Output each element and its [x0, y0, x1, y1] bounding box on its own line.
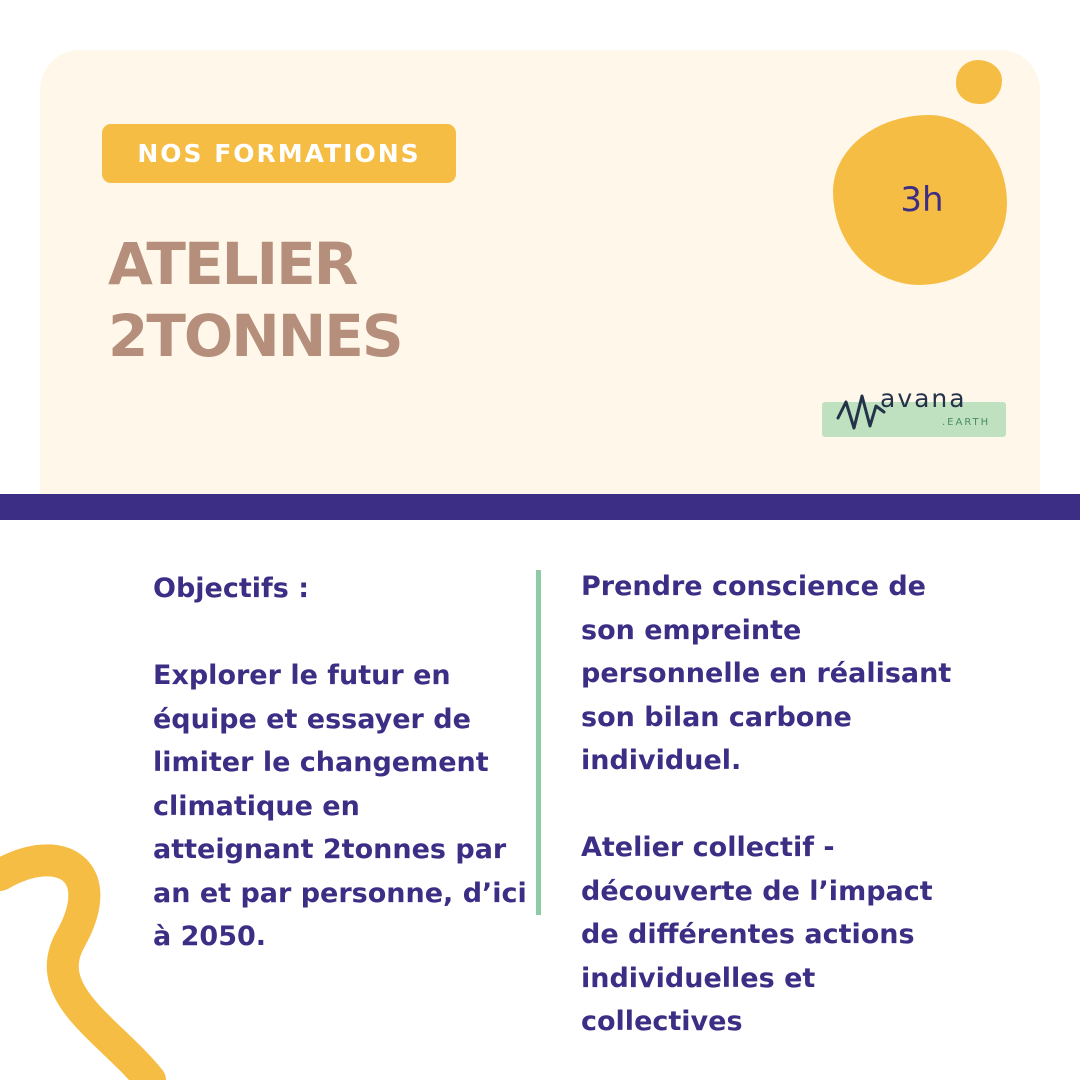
- duration-label: 3h: [900, 180, 944, 220]
- objectives-column: [153, 567, 528, 959]
- details-column: [581, 565, 971, 1044]
- column-divider: [536, 570, 541, 915]
- title-line-2: 2TONNES: [108, 302, 402, 370]
- badge-label: NOS FORMATIONS: [137, 139, 421, 168]
- page-title: [108, 228, 402, 372]
- brand-logo: [822, 384, 1006, 438]
- title-line-1: ATELIER: [108, 230, 357, 298]
- section-badge: [102, 124, 456, 183]
- divider-band: [0, 494, 1080, 520]
- decorative-dot: [956, 60, 1002, 104]
- details-text-1: Prendre conscience de son empreinte personnelle en réalisant son bilan carbone individuel.: [581, 571, 952, 776]
- logo-name: avana: [880, 384, 967, 413]
- objectives-heading: Objectifs :: [153, 573, 310, 604]
- decorative-squiggle: [0, 830, 200, 1080]
- wave-logo-icon: [836, 388, 886, 436]
- spacer: [153, 611, 528, 655]
- details-text-2: Atelier collectif - découverte de l’impact de différentes actions individuelles et collectives: [581, 832, 933, 1037]
- objectives-text: Explorer le futur en équipe et essayer de limiter le changement climatique en atteignant 2tonnes par an et par personne, d’ici à 2050.: [153, 660, 527, 952]
- spacer: [581, 783, 971, 827]
- logo-subtitle: .EARTH: [942, 417, 991, 428]
